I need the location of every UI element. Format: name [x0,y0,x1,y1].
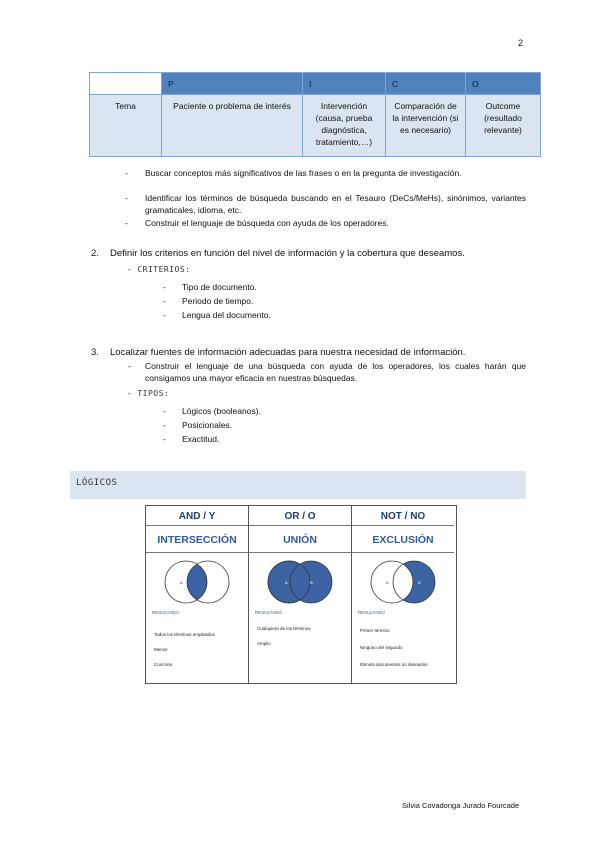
pico-header-cell: O [466,73,541,95]
operator-label: NOT / NO [380,511,426,522]
result-line: Ninguno del segundo [360,645,403,650]
pico-header-cell: C [386,73,466,95]
boolean-operators-figure [145,505,457,684]
operator-label: OR / O [284,511,316,522]
result-line: Elimina documentos no deseados [360,662,428,667]
pico-cell: Intervención (causa, prueba diagnóstica, tratamiento,…) [303,95,386,157]
section-heading: LÓGICOS [76,478,118,488]
or-column [249,506,352,683]
step-text: Localizar fuentes de información adecuadas para nuestra necesidad de información. [110,347,466,358]
circle-label-b: B [310,580,313,585]
result-line: Menos [154,647,168,652]
pico-header-cell [90,73,162,95]
section-heading-band [70,471,526,499]
operator-name: EXCLUSIÓN [372,534,434,546]
step-number: 3. [91,347,99,358]
tipos-label: - TIPOS: [128,389,170,398]
venn-union [255,554,345,606]
result-title: RESULTADO [152,610,179,615]
step1-bullet-list [125,167,526,229]
page-number: 2 [518,38,524,48]
pico-header-cell: I [303,73,386,95]
list-item: - Identificar los términos de búsqueda buscando en el Tesauro (DeCs/MeHs), sinónimos, variantes gramaticales, idioma, etc. [125,193,526,215]
list-item: - Posicionales. [163,420,233,430]
result-line: Cualquiera de los términos [257,626,311,631]
list-item: - Construir el lenguaje de búsqueda con ayuda de los operadores. [125,218,389,228]
criterios-label: - CRITERIOS: [128,265,191,274]
operator-name: UNIÓN [283,534,317,546]
result-title: RESULTADO [255,610,282,615]
circle-label-b: B [418,580,421,585]
list-item: - Lengua del documento. [163,310,271,320]
result-line: Primer término [360,628,390,633]
pico-table [89,72,541,157]
tipos-list [163,405,382,447]
operator-label: AND / Y [178,511,216,522]
not-column [352,506,454,683]
pico-cell: Comparación de la intervención (si es necesario) [386,95,466,157]
circle-label-a: A [386,580,389,585]
circle-label-b: B [210,580,213,585]
and-column [146,506,249,683]
venn-exclusion [358,554,448,606]
pico-cell: Paciente o problema de interés [162,95,303,157]
step-number: 2. [91,248,99,259]
step-text: Definir los criterios en función del nivel de información y la cobertura que deseamos. [110,248,465,259]
list-item: - Periodo de tiempo. [163,296,254,306]
pico-cell: Tema [90,95,162,157]
circle-label-a: A [180,580,183,585]
result-title: RESULTADO [358,610,385,615]
list-item: - Exactitud. [163,434,220,444]
author-footer: Silvia Covadonga Jurado Fourcade [402,801,520,810]
criterios-list [163,281,382,323]
list-item: - Construir el lenguaje de una búsqueda con ayuda de los operadores, los cuales harán que consigamos una mayor eficacia en nuestras búsquedas. [128,361,526,383]
result-line: Amplio [257,641,271,646]
pico-cell: Outcome (resultado relevante) [466,95,541,157]
pico-body-row [90,95,541,157]
result-line: Todos los términos empleados [154,632,215,637]
list-item: - Buscar conceptos más significativos de las frases o en la pregunta de investigación. [125,168,462,178]
venn-intersection [152,554,242,606]
circle-label-a: A [285,580,288,585]
step3-bullet-list [128,360,526,384]
list-item: - Lógicos (booleanos). [163,406,261,416]
list-item: - Tipo de documento. [163,282,257,292]
pico-header-cell: P [162,73,303,95]
pico-header-row [90,73,541,95]
operator-name: INTERSECCIÓN [157,534,237,546]
result-line: Concreto [154,662,173,667]
